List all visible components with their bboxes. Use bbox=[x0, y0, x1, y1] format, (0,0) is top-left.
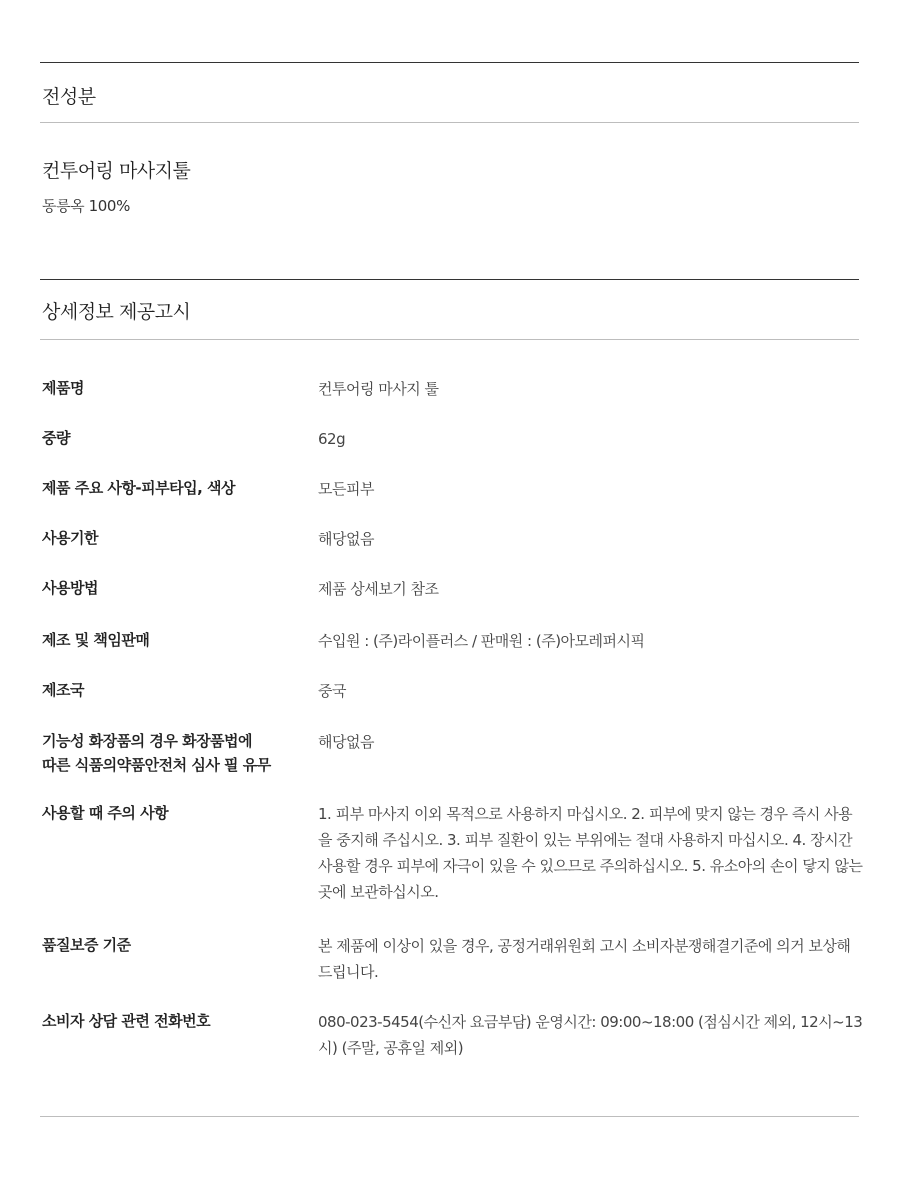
row-value-usage: 제품 상세보기 참조 bbox=[318, 580, 439, 598]
row-value-manufacturer: 수입원 : (주)라이플러스 / 판매원 : (주)아모레퍼시픽 bbox=[318, 632, 645, 650]
row-label-origin: 제조국 bbox=[42, 681, 84, 699]
row-value-quality-guarantee: 본 제품에 이상이 있을 경우, 공정거래위원회 고시 소비자분쟁해결기준에 의거 보상해드립니다. bbox=[318, 937, 851, 981]
row-value-cautions: 1. 피부 마사지 이외 목적으로 사용하지 마십시오. 2. 피부에 맞지 않는 경우 즉시 사용을 중지해 주십시오. 3. 피부 질환이 있는 부위에는 절대 사용하지 마십시오. 4. 장시간 사용할 경우 피부에 자극이 있을 수 있으므로 주의하십시오. 5. 유소아의 손이 닿지 않는 곳에 보관하십시오. bbox=[318, 805, 863, 901]
row-label-functional-cosmetic: 기능성 화장품의 경우 화장품법에 따른 식품의약품안전처 심사 필 유무 bbox=[42, 732, 271, 774]
ingredients-title: 전성분 bbox=[42, 86, 96, 108]
row-value-contact: 080-023-5454(수신자 요금부담) 운영시간: 09:00~18:00 (점심시간 제외, 12시~13시) (주말, 공휴일 제외) bbox=[318, 1013, 863, 1057]
ingredient-product-name: 컨투어링 마사지툴 bbox=[42, 160, 191, 182]
row-label-product-name: 제품명 bbox=[42, 379, 84, 397]
ingredient-material: 동릉옥 100% bbox=[42, 197, 130, 215]
row-label-quality-guarantee: 품질보증 기준 bbox=[42, 936, 131, 954]
notice-bottom-divider bbox=[40, 1116, 859, 1117]
row-label-cautions: 사용할 때 주의 사항 bbox=[42, 804, 169, 822]
row-label-usage: 사용방법 bbox=[42, 579, 98, 597]
row-value-weight: 62g bbox=[318, 430, 346, 448]
row-label-manufacturer: 제조 및 책임판매 bbox=[42, 631, 150, 649]
notice-title: 상세정보 제공고시 bbox=[42, 301, 191, 323]
row-value-product-name: 컨투어링 마사지 툴 bbox=[318, 380, 439, 398]
row-value-functional-cosmetic: 해당없음 bbox=[318, 733, 374, 751]
row-label-skin-type: 제품 주요 사항-피부타입, 색상 bbox=[42, 479, 235, 497]
row-label-expiry: 사용기한 bbox=[42, 529, 98, 547]
row-value-skin-type: 모든피부 bbox=[318, 480, 374, 498]
row-label-weight: 중량 bbox=[42, 429, 70, 447]
row-value-origin: 중국 bbox=[318, 682, 346, 700]
row-value-expiry: 해당없음 bbox=[318, 530, 374, 548]
row-label-contact: 소비자 상담 관련 전화번호 bbox=[42, 1012, 211, 1030]
